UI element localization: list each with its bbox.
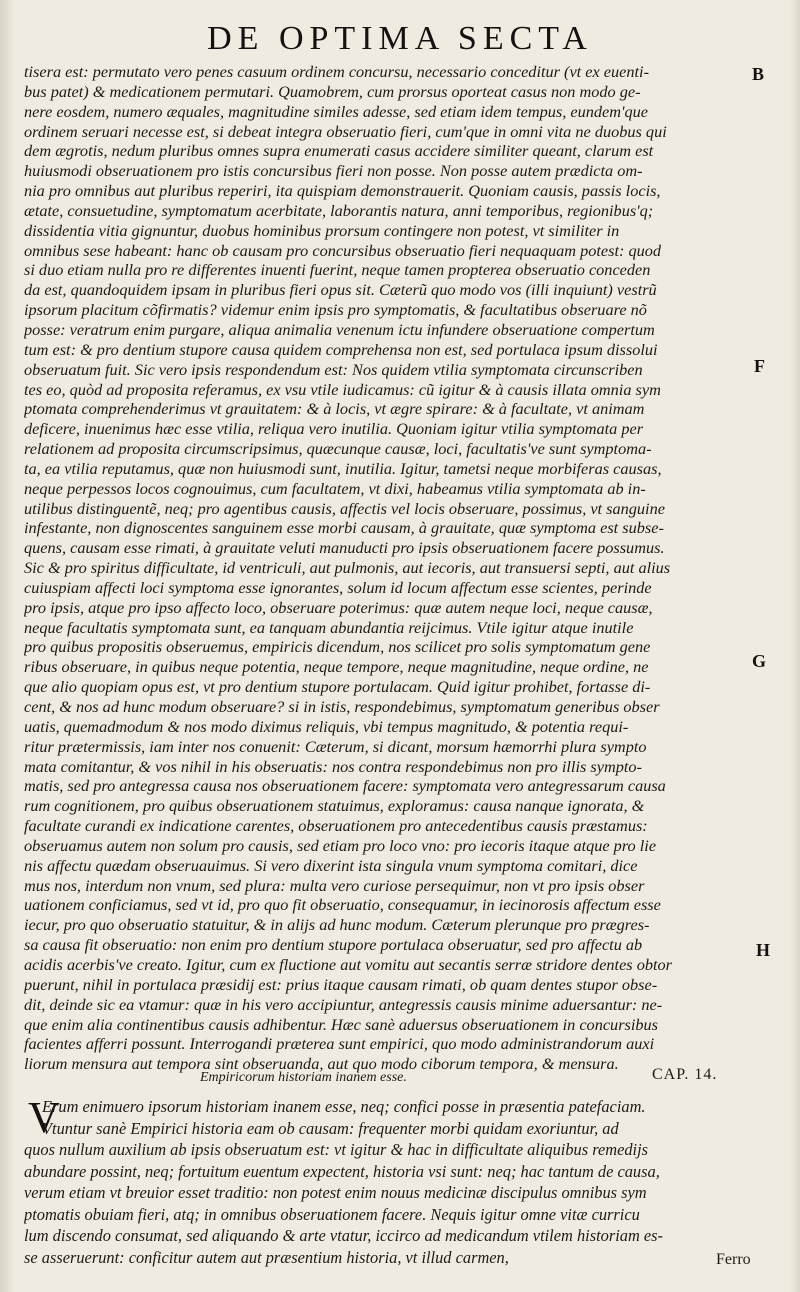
text-line: neque perpessos locos cognouimus, cum facultatem, vt dixi, habeamus vtilia symptomata ab in- — [24, 478, 646, 498]
text-line: uationem conficiamus, sed vt id, pro quo fit obseruatio, consequamur, in iecinorosis affectum esse — [24, 895, 661, 915]
text-line: mata comitantur, & vos nihil in his obseruatis: nos contra respondebimus non pro illis sympto- — [24, 756, 642, 776]
text-line: obseruamus autem non solum pro causis, sed etiam pro loco vno: pro iecoris itaque atque pro lie — [24, 835, 657, 855]
text-line: verum etiam vt breuior esset traditio: non potest enim nouus medicinæ discipulus omnibus sym — [24, 1183, 647, 1202]
text-line: dem ægrotis, nedum pluribus omnes supra enumerati casus accidere similiter queant, clarum est — [24, 141, 654, 161]
page-edge-left — [0, 0, 14, 1292]
text-line: ta, ea vtilia reputamus, quæ non huiusmodi sunt, inutilia. Igitur, tametsi neque morbiferas causas, — [24, 458, 662, 478]
text-line: ptomatis obuiam fieri, atq; in omnibus obseruationem facere. Nequis igitur omne vitæ curricu — [24, 1204, 640, 1224]
text-line: rum cognitionem, pro quibus obseruationem statuimus, exploramus: causa nanque ignorata, & — [24, 796, 645, 816]
main-text-block — [24, 62, 742, 1074]
text-line: neque facultatis symptomata sunt, ea tanquam abundantia reijcimus. Vtile igitur atque inutile — [24, 617, 634, 637]
text-line: acidis acerbis've creato. Igitur, cum ex fluctione aut vomitu aut secantis serræ stridore dentes obtor — [24, 954, 672, 974]
text-line: bus patet) & medicationem permutari. Quamobrem, cum prorsus oporteat casus non modo ge- — [24, 81, 641, 101]
text-line: uatis, quemadmodum & nos modo diximus reliquis, vbi tempus magnitudo, & potentia requi- — [24, 716, 629, 736]
text-line: que enim alia continentibus causis adhibentur. Hæc sanè aduersus obseruationem in concursibus — [24, 1014, 659, 1034]
margin-letter-g: G — [752, 651, 767, 671]
text-line: posse: veratrum enim purgare, aliqua animalia venenum ictu infundere obseruatione compertum — [24, 319, 655, 339]
text-line: ipsorum placitum cõfirmatis? videmur enim ipsis pro symptomatis, & facultatibus obseruare nõ — [24, 300, 647, 320]
margin-letter-h: H — [756, 940, 771, 960]
chapter-label: CAP. 14. — [652, 1066, 718, 1083]
text-line: ptomata comprehenderimus vt grauitatem: & à locis, vt ægre spirare: & à facultate, vt animam — [24, 399, 645, 419]
text-line: utilibus distinguentẽ, neq; pro agentibus causis, affectis vel locis obseruare, possimus, vt sanguine — [24, 498, 665, 518]
text-line: Erum enimuero ipsorum historiam inanem esse, neq; confici posse in præsentia patefaciam. — [42, 1097, 646, 1116]
section-heading: Empiricorum historiam inanem esse. — [200, 1070, 407, 1085]
text-line: pro ipsis, atque pro ipso affecto loco, obseruare poterimus: quæ autem neque loci, neque causæ, — [24, 597, 653, 617]
text-line: dissidentia vitia gignuntur, duobus hominibus prorsum contingere non potest, vt similiter in — [24, 220, 620, 240]
section-heading-row — [0, 1066, 800, 1094]
text-line: mus nos, interdum non vnum, sed plura: multa vero curiose persequimur, non vt pro ipsis obser — [24, 875, 645, 895]
text-line: ordinem seruari necesse est, si debeat integra obseruatio fieri, cum'que in omni vita ne duobus qui — [24, 121, 667, 141]
text-line: que alio quopiam opus est, vt pro dentium stupore portulacam. Quid igitur prohibet, fortasse di- — [24, 677, 651, 697]
running-head: DE OPTIMA SECTA — [207, 20, 593, 57]
text-line: Vtuntur sanè Empirici historia eam ob causam: frequenter morbi quidam exoriuntur, ad — [42, 1118, 619, 1138]
text-line: tum est: & pro dentium stupore causa quidem comprehensa non est, sed portulaca ipsum dissolui — [24, 339, 658, 359]
text-line: relationem ad proposita circumscripsimus, quæcunque causæ, loci, facultatis've sunt symptoma- — [24, 439, 652, 459]
text-line: tes eo, quòd ad proposita referamus, ex vsu vtile iudicamus: cũ igitur & à causis illata omnia sym — [24, 379, 661, 399]
text-line: puerunt, nihil in portulaca præsidij est: prius itaque causam rimati, ob quam dentes stupor obse- — [24, 974, 658, 994]
margin-letter-f: F — [754, 356, 765, 376]
text-line: lum discendo consumat, sed aliquando & arte vtatur, iccirco ad medicandum vtilem historiam es- — [24, 1226, 663, 1245]
drop-cap: V — [28, 1093, 60, 1142]
text-line: ribus obseruare, in quibus neque potentia, neque tempore, neque magnitudine, neque ordine, ne — [24, 657, 649, 677]
text-line: ætate, consuetudine, symptomatum acerbitate, laborantis natura, anni temporibus, regionibus'q; — [24, 200, 654, 220]
page-edge-right — [790, 0, 800, 1292]
margin-letter-b: B — [752, 64, 765, 84]
text-line: obseruatum fuit. Sic vero ipsis respondendum est: Nos quidem vtilia symptomata circunscriben — [24, 359, 643, 379]
text-line: omnibus sese habeant: hanc ob causam pro concursibus obseruatio fieri nequaquam potest: quod — [24, 240, 662, 260]
text-line: nere eosdem, numero æquales, magnitudine similes adesse, sed etiam idem tempus, eundem'que — [24, 101, 649, 121]
text-line: facultate curandi ex indicatione carentes, obseruationem pro antecedentibus causis præstamus: — [24, 816, 648, 836]
text-line: se asseruerunt: conficitur autem aut præsentium historia, vt illud carmen, — [24, 1247, 509, 1267]
text-line: cuiuspiam affecti loci symptoma esse ignorantes, solum id locum affectum esse scientes, perinde — [24, 577, 652, 597]
text-line: quens, causam esse rimati, à grauitate veluti manuducti pro ipsis obseruationem facere possumus. — [24, 538, 665, 558]
text-line: matis, sed pro antegressa causa nos obseruationem facere: symptomata vero antegressarum causa — [24, 776, 666, 796]
text-line: infestante, non dignoscentes sanguinem esse morbi causam, à grauitate, quæ symptoma est subse- — [24, 518, 664, 538]
text-line: quos nullum auxilium ab ipsis obseruatum est: vt igitur & hac in difficultate aliquibus remedijs — [24, 1140, 649, 1159]
text-line: tisera est: permutato vero penes casuum ordinem concursu, necessario conceditur (vt ex euenti- — [24, 62, 650, 81]
text-line: facientes afferri possunt. Interrogandi præterea sunt empirici, quo modo administrandorum auxi — [24, 1034, 655, 1054]
text-line: deficere, inuenimus hæc esse vtilia, reliqua vero inutilia. Quoniam igitur vtilia symptomata per — [24, 419, 644, 439]
text-line: huiusmodi obseruationem pro istis concursibus fieri non posse. Non posse autem prædicta om- — [24, 161, 643, 181]
catchword: Ferro — [716, 1251, 751, 1268]
text-line: iecur, pro quo obseruatio statuitur, & in alijs ad hunc modum. Cæterum plerunque pro prægres- — [24, 915, 650, 935]
text-line: dit, deinde sic ea vtamur: quæ in his vero accipiuntur, antegressis causis minime aduersantur: ne- — [24, 994, 663, 1014]
text-line: nis affectu quædam obseruauimus. Si vero dixerint ista singula vnum symptoma comitari, dice — [24, 855, 638, 875]
text-line: nia pro omnibus aut pluribus reperiri, ita quispiam demonstrauerit. Quoniam causis, passis locis, — [24, 181, 661, 201]
text-line: si duo etiam nulla pro re differentes inuenti fuerint, neque tamen propterea obseruatio conceden — [24, 260, 651, 280]
text-line: abundare possint, neq; fortuitum euentum expectent, historia vsi sunt: neq; hac tantum de causa, — [24, 1161, 660, 1181]
text-line: cent, & nos ad hunc modum obseruare? si in istis, respondebimus, symptomatum generibus obser — [24, 697, 660, 716]
text-line: ritur prætermissis, iam inter nos conuenit: Cæterum, si dicant, morsum hæmorrhi plura sympto — [24, 736, 647, 756]
text-line: pro quibus propositis obseruemus, empiricis dicendum, nos scilicet pro solis symptomatum gene — [24, 637, 651, 657]
text-line: da est, quandoquidem ipsam in pluribus fieri opus sit. Cæterũ quo modo vos (illi inquiunt) vestrũ — [24, 280, 657, 300]
text-line: liorum mensura aut tempora sint obseruanda, aut quo modo ciborum tempora, & mensura. — [24, 1054, 619, 1074]
text-line: sa causa fit obseruatio: non enim pro dentium stupore portulaca obseruatur, sed pro affectu ab — [24, 935, 643, 955]
section-2-text-block — [24, 1093, 744, 1268]
text-line: Sic & pro spiritus difficultate, id ventriculi, aut pulmonis, aut iecoris, aut transuersi septi, aut alius — [24, 558, 671, 578]
